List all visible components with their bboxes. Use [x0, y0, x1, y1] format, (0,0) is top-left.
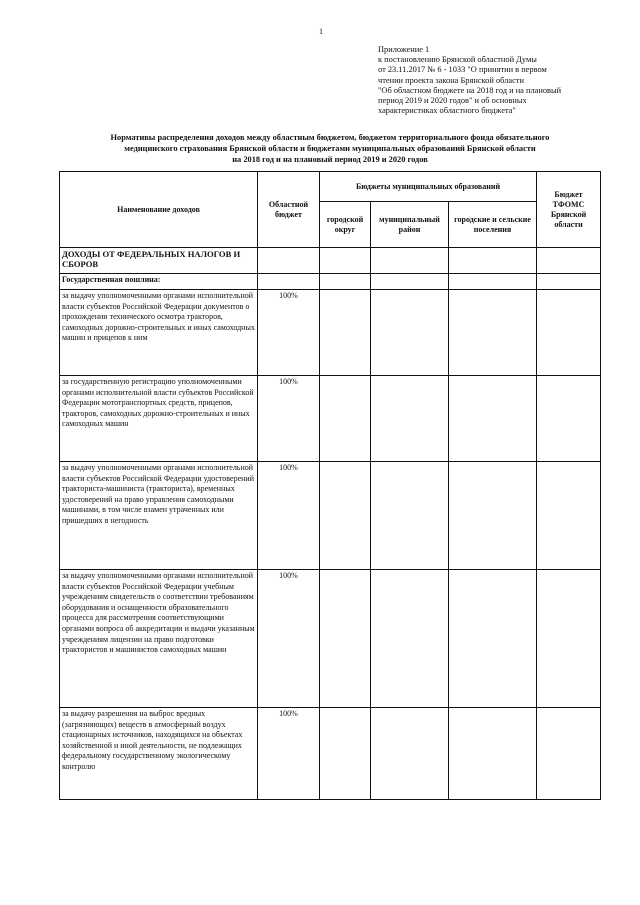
- empty-cell: [537, 290, 601, 376]
- empty-cell: [449, 376, 537, 462]
- income-name-cell: за выдачу уполномоченными органами исполнительной власти субъектов Российской Федерации удостоверений тракториста-машиниста (тракториста), временных удостоверений на право управления самоходными машинами, в том числе взамен утраченных или пришедших в негодность: [60, 462, 258, 570]
- empty-cell: [371, 248, 449, 274]
- income-name-cell: за выдачу разрешения на выброс вредных (загрязняющих) веществ в атмосферный воздух стационарных источников, находящихся на объектах хозяйственной и иной деятельности, не подлежащих федеральному государственному экологическому контролю: [60, 708, 258, 800]
- empty-cell: [537, 248, 601, 274]
- empty-cell: [537, 462, 601, 570]
- appendix-line: к постановлению Брянской областной Думы: [378, 55, 537, 65]
- appendix-line: "Об областном бюджете на 2018 год и на плановый: [378, 85, 562, 95]
- empty-cell: [371, 570, 449, 708]
- appendix-line: период 2019 и 2020 годов" и об основных: [378, 96, 527, 106]
- empty-cell: [258, 248, 320, 274]
- table-row: [60, 570, 601, 708]
- appendix-line: характеристиках областного бюджета": [378, 106, 516, 116]
- empty-cell: [537, 274, 601, 290]
- table-row: [60, 376, 601, 462]
- title-line: медицинского страхования Брянской области и бюджетами муниципальных образований Брянской области: [124, 144, 536, 153]
- income-name-cell: за государственную регистрацию уполномоченными органами исполнительной власти субъектов Российской Федерации мототранспортных средств, прицепов, тракторов, самоходных дорожно-строительных и иных самоходных машин: [60, 376, 258, 462]
- empty-cell: [371, 376, 449, 462]
- empty-cell: [449, 290, 537, 376]
- regional-share-cell: 100%: [258, 376, 320, 462]
- empty-cell: [449, 274, 537, 290]
- empty-cell: [371, 708, 449, 800]
- empty-cell: [320, 708, 371, 800]
- header-income-name: Наименование доходов: [60, 172, 258, 248]
- regional-share-cell: 100%: [258, 290, 320, 376]
- title-line: на 2018 год и на плановый период 2019 и 2020 годов: [232, 155, 428, 164]
- empty-cell: [537, 376, 601, 462]
- header-urban-rural-settlements: городские и сельские поселения: [449, 202, 537, 248]
- table-row: [60, 462, 601, 570]
- header-municipal-budgets: Бюджеты муниципальных образований: [320, 172, 537, 202]
- document-title: [60, 132, 600, 165]
- appendix-line: от 23.11.2017 № 6 - 1033 "О принятии в первом: [378, 65, 547, 75]
- empty-cell: [449, 462, 537, 570]
- empty-cell: [537, 570, 601, 708]
- empty-cell: [449, 570, 537, 708]
- empty-cell: [320, 570, 371, 708]
- empty-cell: [449, 708, 537, 800]
- empty-cell: [258, 274, 320, 290]
- page-number: 1: [319, 27, 323, 36]
- empty-cell: [371, 462, 449, 570]
- header-urban-district: городской округ: [320, 202, 371, 248]
- regional-share-cell: 100%: [258, 570, 320, 708]
- empty-cell: [320, 274, 371, 290]
- table-row: [60, 708, 601, 800]
- title-line: Нормативы распределения доходов между областным бюджетом, бюджетом территориального фонда обязательного: [110, 133, 550, 142]
- appendix-note: [378, 45, 618, 116]
- empty-cell: [449, 248, 537, 274]
- header-tfoms-budget: Бюджет ТФОМС Брянской области: [537, 172, 601, 248]
- table-row: [60, 290, 601, 376]
- empty-cell: [320, 248, 371, 274]
- norms-table: [59, 171, 601, 800]
- section-title: ДОХОДЫ ОТ ФЕДЕРАЛЬНЫХ НАЛОГОВ И СБОРОВ: [60, 248, 258, 274]
- regional-share-cell: 100%: [258, 462, 320, 570]
- regional-share-cell: 100%: [258, 708, 320, 800]
- empty-cell: [537, 708, 601, 800]
- empty-cell: [371, 290, 449, 376]
- empty-cell: [320, 462, 371, 570]
- empty-cell: [320, 290, 371, 376]
- empty-cell: [371, 274, 449, 290]
- header-regional-budget: Областной бюджет: [258, 172, 320, 248]
- subsection-title: Государственная пошлина:: [60, 274, 258, 290]
- appendix-line: чтении проекта закона Брянской области: [378, 75, 524, 85]
- empty-cell: [320, 376, 371, 462]
- income-name-cell: за выдачу уполномоченными органами исполнительной власти субъектов Российской Федерации документов о прохождении технического осмотра тракторов, самоходных дорожно-строительных и иных самоходных машин и прицепов к ним: [60, 290, 258, 376]
- header-municipal-district: муниципальный район: [371, 202, 449, 248]
- appendix-line: Приложение 1: [378, 45, 430, 54]
- income-name-cell: за выдачу уполномоченными органами исполнительной власти субъектов Российской Федерации учебным учреждениям свидетельств о соответствии требованиям оборудования и оснащенности образовательного процесса для рассмотрения соответствующими органами вопроса об аккредитации и выдачи указанным учреждениям лицензии на право подготовки трактористов и машинистов самоходных машин: [60, 570, 258, 708]
